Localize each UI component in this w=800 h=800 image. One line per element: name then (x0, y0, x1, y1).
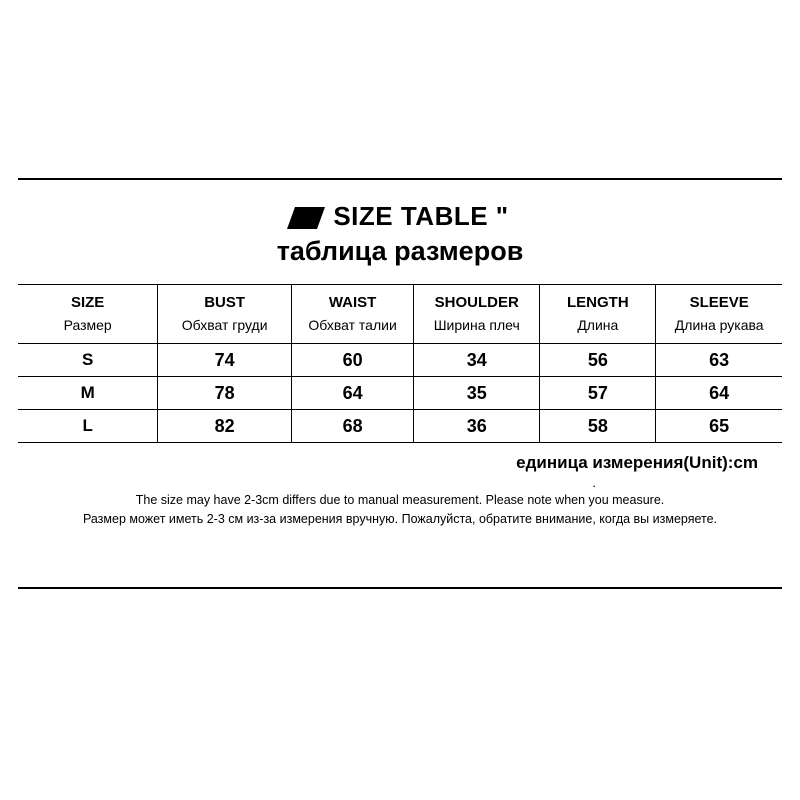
table-row (18, 344, 782, 377)
header-ru-size: Размер (63, 317, 112, 333)
unit-row (18, 443, 782, 490)
table-header-row (18, 285, 782, 344)
cell-shoulder: 34 (414, 344, 540, 377)
header-cell-shoulder (414, 285, 540, 344)
cell-sleeve: 63 (656, 344, 782, 377)
table-row (18, 410, 782, 443)
table-row (18, 377, 782, 410)
cell-size: M (18, 377, 158, 410)
header-en-length: LENGTH (566, 294, 629, 311)
header-cell-size (18, 285, 158, 344)
disclaimer-english: The size may have 2-3cm differs due to manual measurement. Please note when you measure. (135, 493, 665, 507)
header-cell-length (540, 285, 656, 344)
header-en-sleeve: SLEEVE (689, 294, 749, 311)
title-block (18, 180, 782, 284)
header-cell-waist (291, 285, 413, 344)
header-en-size: SIZE (70, 294, 105, 311)
cell-bust: 78 (158, 377, 292, 410)
cell-size: L (18, 410, 158, 443)
cell-sleeve: 64 (656, 377, 782, 410)
title-english: SIZE TABLE " (333, 201, 509, 231)
cell-bust: 74 (158, 344, 292, 377)
header-en-waist: WAIST (328, 294, 377, 311)
cell-waist: 68 (291, 410, 413, 443)
header-ru-waist: Обхват талии (308, 317, 397, 333)
measurement-disclaimer (18, 487, 782, 529)
cell-shoulder: 35 (414, 377, 540, 410)
unit-note: единица измерения(Unit):cm (516, 453, 758, 472)
header-cell-bust (158, 285, 292, 344)
cell-shoulder: 36 (414, 410, 540, 443)
cell-length: 56 (540, 344, 656, 377)
cell-length: 57 (540, 377, 656, 410)
cell-waist: 60 (291, 344, 413, 377)
slash-mark-icon (287, 207, 325, 229)
cell-length: 58 (540, 410, 656, 443)
disclaimer-russian: Размер может иметь 2-3 см из-за измерения вручную. Пожалуйста, обратите внимание, когда вы измеряете. (82, 512, 718, 526)
header-ru-bust: Обхват груди (181, 317, 268, 333)
header-cell-sleeve (656, 285, 782, 344)
cell-bust: 82 (158, 410, 292, 443)
cell-sleeve: 65 (656, 410, 782, 443)
title-russian: таблица размеров (276, 236, 524, 266)
cell-size: S (18, 344, 158, 377)
stray-dot-mark: . (592, 475, 596, 490)
cell-waist: 64 (291, 377, 413, 410)
header-ru-sleeve: Длина рукава (674, 317, 764, 333)
size-chart-sheet (18, 178, 782, 589)
header-ru-shoulder: Ширина плеч (433, 317, 520, 333)
header-ru-length: Длина (577, 317, 619, 333)
size-table (18, 284, 782, 443)
title-line (291, 201, 508, 232)
header-en-bust: BUST (204, 294, 246, 311)
header-en-shoulder: SHOULDER (434, 294, 519, 311)
